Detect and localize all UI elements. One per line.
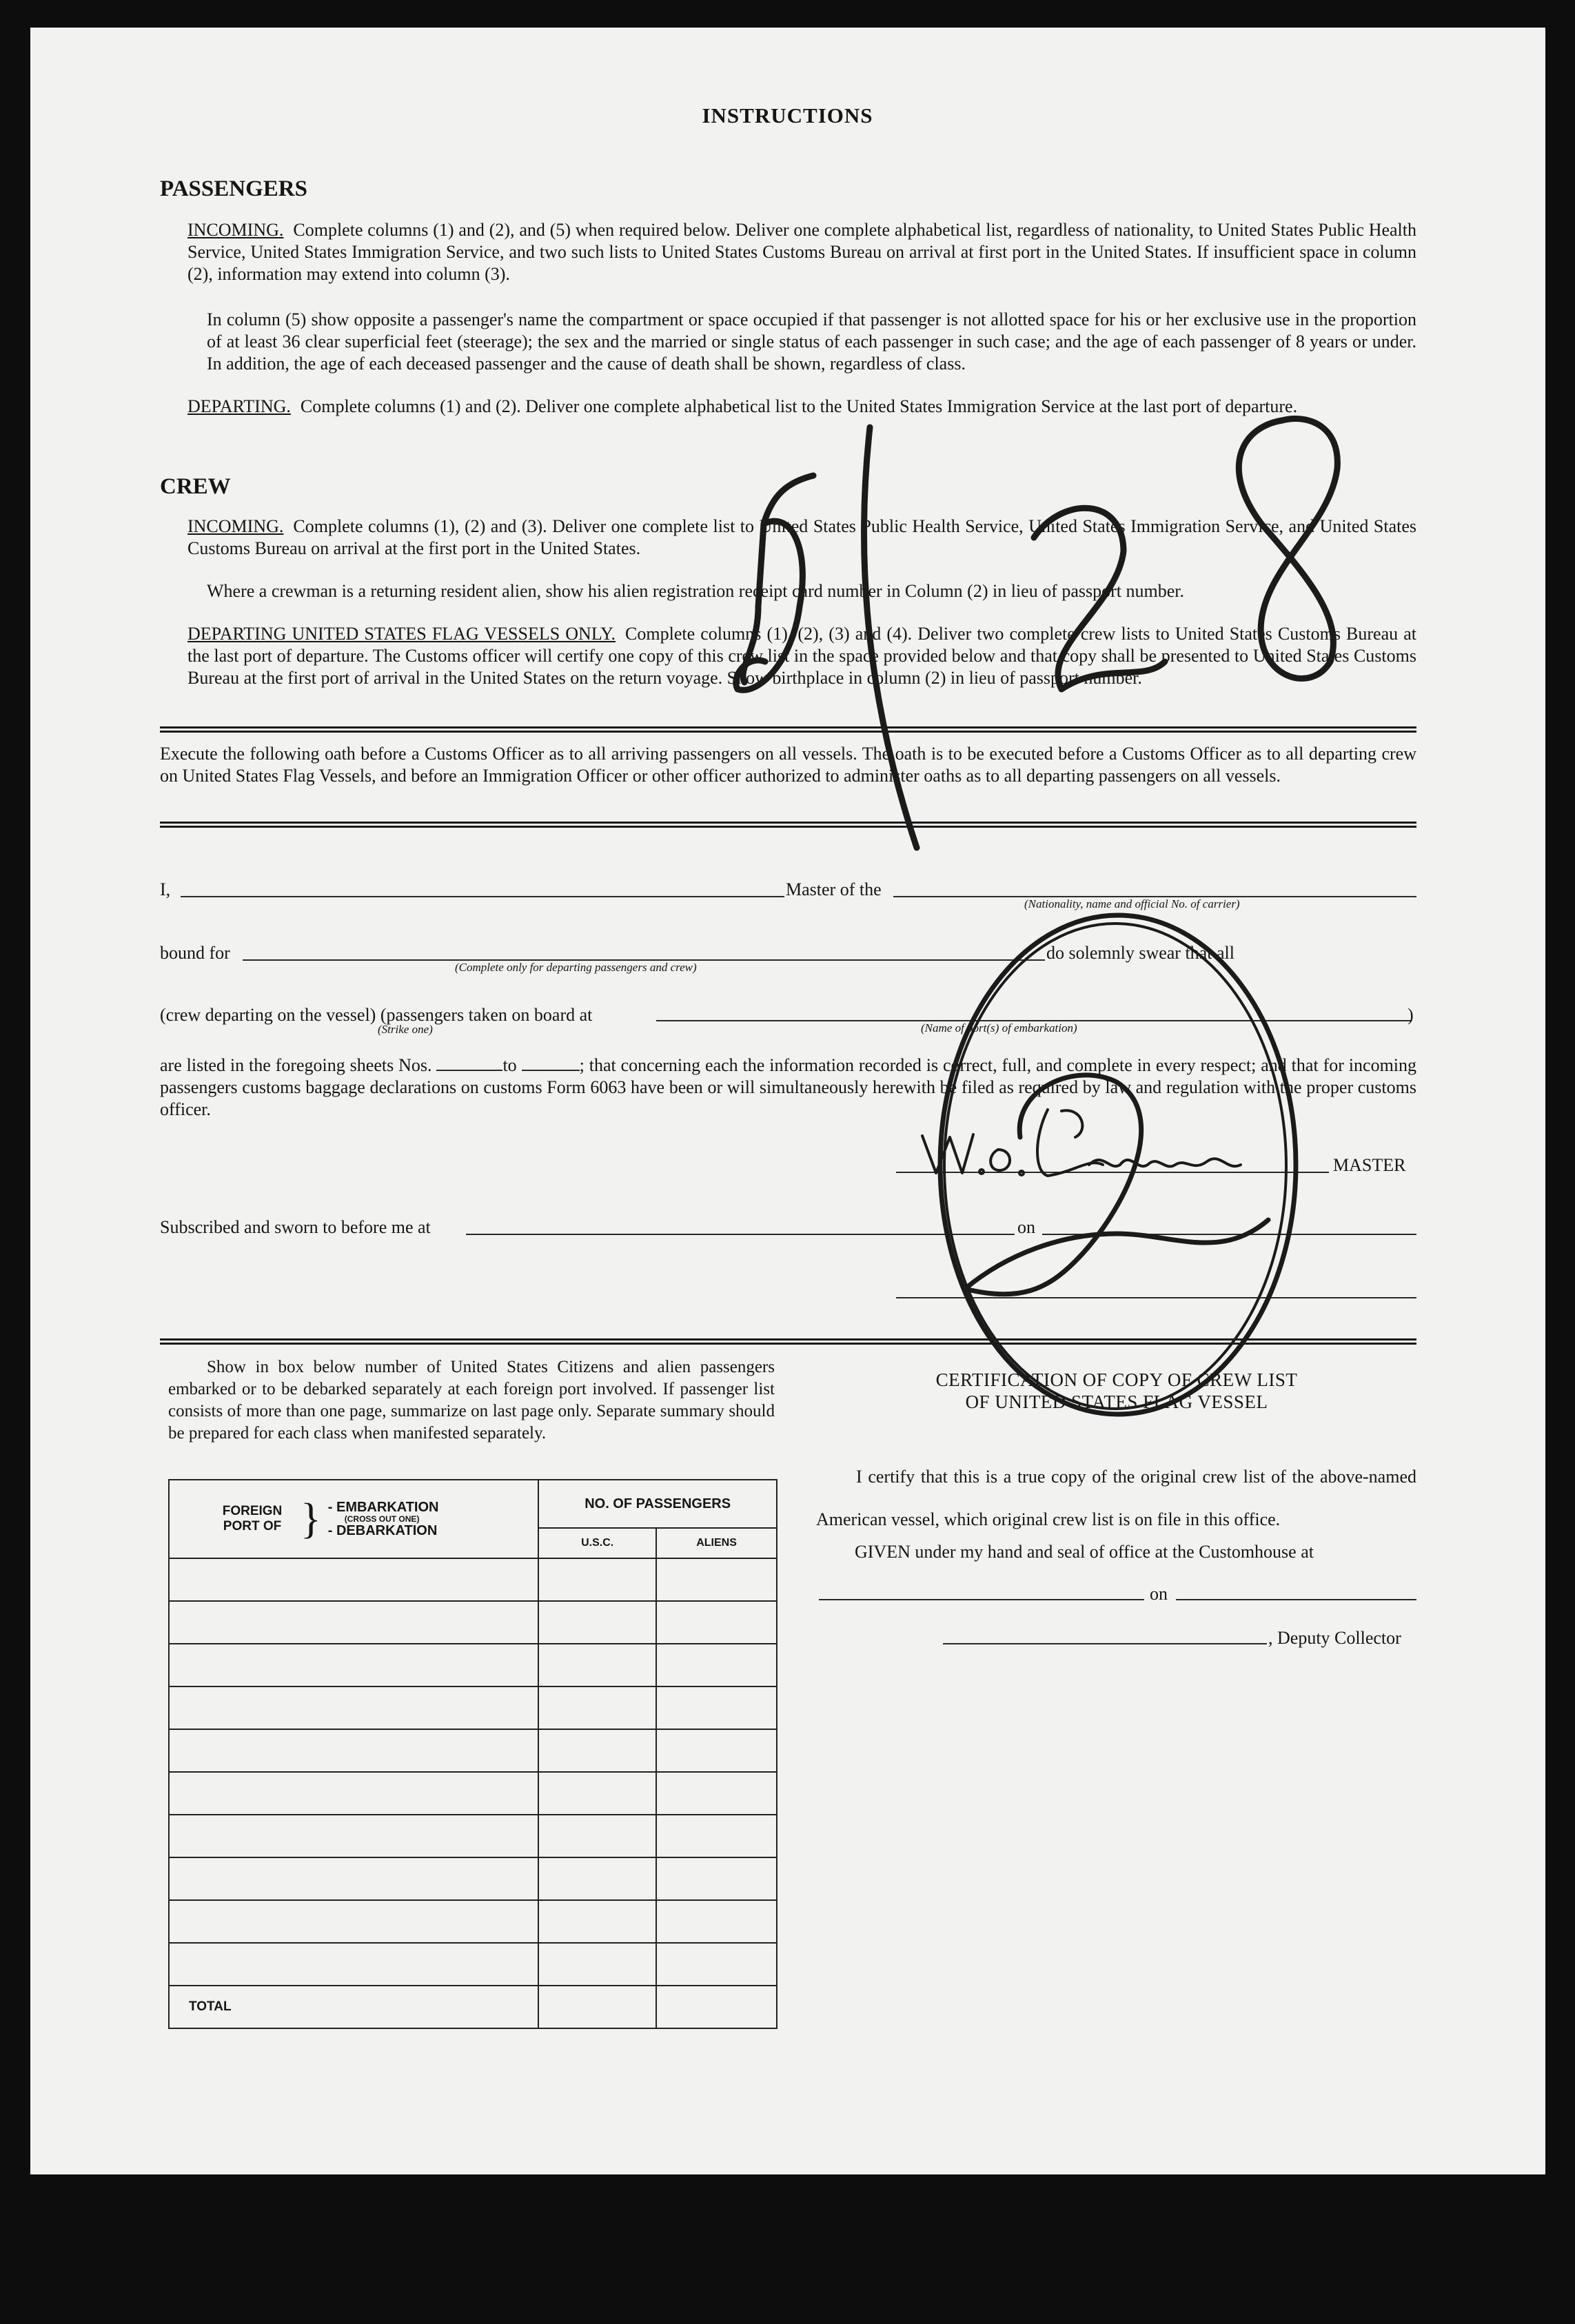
crew-departing-text: (crew departing on the vessel) (passengers taken on board at — [160, 1005, 593, 1025]
aliens-cell[interactable] — [656, 1857, 777, 1900]
passengers-incoming-paragraph — [187, 219, 1416, 285]
aliens-total-cell[interactable] — [656, 1986, 777, 2028]
total-label: TOTAL — [169, 1986, 538, 2028]
usc-cell[interactable] — [538, 1601, 656, 1644]
usc-cell[interactable] — [538, 1772, 656, 1815]
passengers-incoming-label: INCOMING. — [187, 220, 284, 240]
sworn-on-label: on — [1017, 1217, 1035, 1237]
deputy-signature-line[interactable] — [943, 1643, 1267, 1644]
aliens-cell[interactable] — [656, 1686, 777, 1729]
passengers-incoming-text: Complete columns (1) and (2), and (5) when required below. Deliver one complete alphabetical list, regardless of nationality, to United States Public Health Service, United States Immigration Service, and two such lists to United States Customs Bureau on arrival at first port in the United States. If insufficient space in column (2), information may extend into column (3). — [187, 220, 1416, 284]
aliens-cell[interactable] — [656, 1601, 777, 1644]
crew-incoming-paragraph — [187, 516, 1416, 560]
listed-prefix: are listed in the foregoing sheets Nos. — [160, 1055, 432, 1075]
brace-icon: } — [301, 1496, 321, 1542]
listed-rest: ; that concerning each the information recorded is correct, full, and complete in every respect; and that for incoming passengers customs baggage declarations on customs Form 6063 have been or will simultaneously herewith be filed as required by law and regulation with the proper customs officer. — [160, 1055, 1417, 1119]
port-cell[interactable] — [169, 1772, 538, 1815]
port-cell[interactable] — [169, 1686, 538, 1729]
divider — [160, 1338, 1416, 1345]
crew-alien-paragraph: Where a crewman is a returning resident alien, show his alien registration receipt card number in Column (2) in lieu of passport number. — [207, 581, 1185, 601]
crew-incoming-text: Complete columns (1), (2) and (3). Deliver one complete list to United States Public Health Service, United States Immigration Service, and United States Customs Bureau on arrival at the first port in the United States. — [187, 516, 1416, 558]
cert-on-label: on — [1150, 1584, 1168, 1604]
foreign-port-header — [169, 1480, 538, 1558]
crew-heading: CREW — [160, 474, 231, 499]
port-cell[interactable] — [169, 1729, 538, 1772]
summary-instruction: Show in box below number of United States Citizens and alien passengers embarked or to be debarked separately at each foreign port involved. If passenger list consists of more than one page, summarize on last page only. Separate summary should be prepared for each class when manifested separately. — [168, 1358, 775, 1443]
certification-title-line2: OF UNITED STATES FLAG VESSEL — [965, 1392, 1268, 1412]
usc-cell[interactable] — [538, 1686, 656, 1729]
embarkation-caption: (Name of port(s) of embarkation) — [921, 1021, 1077, 1034]
master-signature-line[interactable] — [896, 1172, 1329, 1173]
officer-signature-line[interactable] — [896, 1297, 1416, 1298]
usc-total-cell[interactable] — [538, 1986, 656, 2028]
crew-incoming-label: INCOMING. — [187, 516, 284, 536]
port-cell[interactable] — [169, 1815, 538, 1857]
certification-title-line1: CERTIFICATION OF COPY OF CREW LIST — [935, 1369, 1298, 1390]
divider — [160, 822, 1416, 828]
page-title: INSTRUCTIONS — [702, 103, 873, 128]
debarkation-label: - DEBARKATION — [327, 1523, 438, 1538]
usc-cell[interactable] — [538, 1857, 656, 1900]
aliens-cell[interactable] — [656, 1558, 777, 1601]
usc-cell[interactable] — [538, 1900, 656, 1943]
aliens-header: ALIENS — [656, 1528, 777, 1558]
deputy-collector-label: , Deputy Collector — [1268, 1628, 1401, 1648]
sworn-date-line[interactable] — [1042, 1234, 1416, 1235]
aliens-cell[interactable] — [656, 1772, 777, 1815]
embarkation-label: - EMBARKATION — [327, 1500, 439, 1515]
aliens-cell[interactable] — [656, 1644, 777, 1686]
master-name-line[interactable] — [181, 896, 784, 897]
listed-paragraph — [160, 1054, 1416, 1121]
oath-i-label: I, — [160, 879, 171, 899]
aliens-cell[interactable] — [656, 1815, 777, 1857]
sheet-from-field[interactable] — [436, 1054, 502, 1071]
bound-for-caption: (Complete only for departing passengers and crew) — [455, 961, 697, 974]
crew-departing-paragraph — [187, 623, 1416, 689]
port-cell[interactable] — [169, 1900, 538, 1943]
usc-header: U.S.C. — [538, 1528, 656, 1558]
foreign-port-label: FOREIGN PORT OF — [222, 1504, 283, 1533]
cert-date-line[interactable] — [1176, 1599, 1416, 1600]
customhouse-line[interactable] — [819, 1599, 1144, 1600]
close-paren: ) — [1408, 1005, 1414, 1025]
given-text: GIVEN under my hand and seal of office at the Customhouse at — [855, 1542, 1314, 1562]
carrier-caption: (Nationality, name and official No. of carrier) — [1024, 897, 1240, 910]
usc-cell[interactable] — [538, 1729, 656, 1772]
subscribed-label: Subscribed and sworn to before me at — [160, 1217, 431, 1237]
passengers-column5-paragraph: In column (5) show opposite a passenger's name the compartment or space occupied if that passenger is not allotted space for his or her exclusive use in the proportion of at least 36 clear superficial feet (steerage); the sex and the married or single status of each passenger in such case; and the age of each passenger of 8 years or under. In addition, the age of each deceased passenger and the cause of death shall be shown, regardless of class. — [207, 309, 1416, 374]
usc-cell[interactable] — [538, 1558, 656, 1601]
port-cell[interactable] — [169, 1943, 538, 1986]
divider — [160, 726, 1416, 733]
usc-cell[interactable] — [538, 1644, 656, 1686]
port-cell[interactable] — [169, 1857, 538, 1900]
cross-out-label: (CROSS OUT ONE) — [344, 1514, 420, 1524]
certification-title — [813, 1369, 1420, 1413]
strike-one-caption: (Strike one) — [378, 1023, 433, 1036]
port-cell[interactable] — [169, 1558, 538, 1601]
master-of-label: Master of the — [786, 879, 882, 899]
passengers-departing-paragraph — [187, 396, 1416, 418]
crew-departing-label: DEPARTING UNITED STATES FLAG VESSELS ONLY. — [187, 624, 616, 644]
passengers-departing-label: DEPARTING. — [187, 396, 291, 416]
passengers-heading: PASSENGERS — [160, 176, 307, 201]
no-passengers-header: NO. OF PASSENGERS — [538, 1480, 777, 1528]
embark-options — [328, 1500, 439, 1538]
port-cell[interactable] — [169, 1601, 538, 1644]
oath-instruction: Execute the following oath before a Customs Officer as to all arriving passengers on all vessels. The oath is to be executed before a Customs Officer as to all departing crew on United States Flag Vessels, and before an Immigration Officer or other officer authorized to administer oaths as to all departing passengers on all vessels. — [160, 744, 1416, 786]
aliens-cell[interactable] — [656, 1943, 777, 1986]
aliens-cell[interactable] — [656, 1900, 777, 1943]
usc-cell[interactable] — [538, 1943, 656, 1986]
to-label: to — [502, 1055, 517, 1075]
sworn-place-line[interactable] — [466, 1234, 1015, 1235]
crew-departing-text: Complete columns (1), (2), (3) and (4). Deliver two complete crew lists to United States Customs Bureau at the last port of departure. The Customs officer will certify one copy of this crew list in the space provided below and that copy shall be presented to United States Customs Bureau at the first port of arrival in the United States on the return voyage. Show birthplace in column (2) in lieu of passport number. — [187, 624, 1416, 688]
master-label: MASTER — [1333, 1155, 1406, 1175]
usc-cell[interactable] — [538, 1815, 656, 1857]
passenger-summary-table — [168, 1479, 778, 2029]
sheet-to-field[interactable] — [522, 1054, 580, 1071]
swear-text: do solemnly swear that all — [1046, 943, 1234, 963]
port-cell[interactable] — [169, 1644, 538, 1686]
bound-for-label: bound for — [160, 943, 230, 963]
aliens-cell[interactable] — [656, 1729, 777, 1772]
certify-paragraph: I certify that this is a true copy of the original crew list of the above-named American vessel, which original crew list is on file in this office. — [816, 1467, 1416, 1529]
passengers-departing-text: Complete columns (1) and (2). Deliver one complete alphabetical list to the United States Immigration Service at the last port of departure. — [300, 396, 1298, 416]
